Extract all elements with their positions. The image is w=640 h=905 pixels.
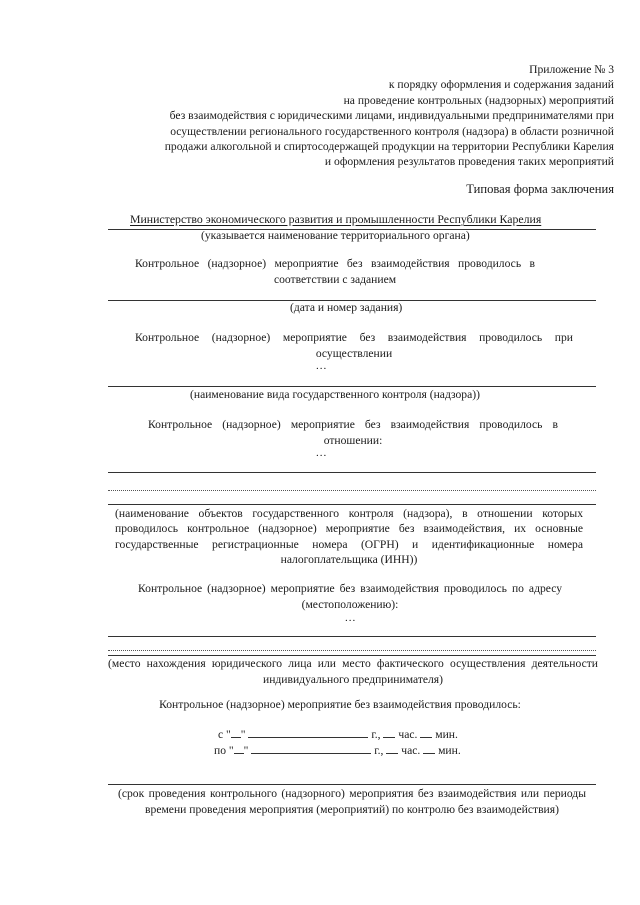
objects-text: Контрольное (надзорное) мероприятие без взаимодействия проводилось в отношении: xyxy=(148,418,558,447)
appendix-number: Приложение № 3 xyxy=(529,63,614,76)
period-line xyxy=(108,784,596,785)
appendix-line: осуществлении регионального государственного контроля (надзора) в области розничной xyxy=(170,124,614,138)
to-hours-blank xyxy=(386,743,398,754)
from-minutes-blank xyxy=(420,727,432,738)
period-to-line: по " " г., час. мин. xyxy=(214,744,461,757)
control-dots: ... xyxy=(316,360,328,372)
period-from-prefix: с " xyxy=(218,728,231,741)
objects-hint: (наименование объектов государственного контроля (надзора), в отношении которых проводилось контрольное (надзорное) мероприятие без взаимодействия, их основные государственные регистрационные номера (ОГРН) и идентификационные номера налогоплательщика (ИНН)) xyxy=(115,507,583,566)
address-dots: ... xyxy=(345,612,357,624)
from-hours-blank xyxy=(383,727,395,738)
from-month-blank xyxy=(248,727,368,738)
appendix-header xyxy=(74,62,614,170)
appendix-line: и оформления результатов проведения таких мероприятий xyxy=(324,155,614,169)
period-text: Контрольное (надзорное) мероприятие без взаимодействия проводилось: xyxy=(159,698,521,711)
address-hint: (место нахождения юридического лица или место фактического осуществления деятельности индивидуального предпринимателя) xyxy=(108,657,598,686)
period-from-line: с " " г., час. мин. xyxy=(218,728,458,741)
to-minutes-blank xyxy=(423,743,435,754)
period-to-prefix: по " xyxy=(214,744,234,757)
task-text: Контрольное (надзорное) мероприятие без взаимодействия проводилось в соответствии с заданием xyxy=(135,257,535,286)
address-line-1 xyxy=(108,636,596,637)
address-text: Контрольное (надзорное) мероприятие без взаимодействия проводилось по адресу (местоположению): xyxy=(138,582,562,611)
to-day-blank xyxy=(234,743,244,754)
control-text: Контрольное (надзорное) мероприятие без взаимодействия проводилось при осуществлении xyxy=(135,331,573,360)
appendix-line: к порядку оформления и содержания заданий xyxy=(388,78,614,92)
period-hint: (срок проведения контрольного (надзорного) мероприятия без взаимодействия или периоды времени проведения мероприятия (мероприятий) по контролю без взаимодействия) xyxy=(118,787,586,816)
from-day-blank xyxy=(231,727,241,738)
appendix-line: продажи алкогольной и спиртосодержащей продукции на территории Республики Карелия xyxy=(164,140,614,154)
ministry-hint: (указывается наименование территориального органа) xyxy=(201,229,470,242)
to-month-blank xyxy=(251,743,371,754)
address-line-2 xyxy=(108,650,596,651)
ministry-name: Министерство экономического развития и промышленности Республики Карелия xyxy=(130,212,542,226)
objects-line-3 xyxy=(108,504,596,505)
objects-line-1 xyxy=(108,472,596,473)
control-line xyxy=(108,386,596,387)
form-title: Типовая форма заключения xyxy=(466,182,614,196)
appendix-line: на проведение контрольных (надзорных) мероприятий xyxy=(343,93,614,107)
objects-line-2 xyxy=(108,490,596,491)
objects-dots: ... xyxy=(316,447,328,459)
appendix-line: без взаимодействия с юридическими лицами, индивидуальными предпринимателями при xyxy=(169,109,614,123)
task-hint: (дата и номер задания) xyxy=(290,301,403,314)
control-hint: (наименование вида государственного контроля (надзора)) xyxy=(190,388,480,401)
